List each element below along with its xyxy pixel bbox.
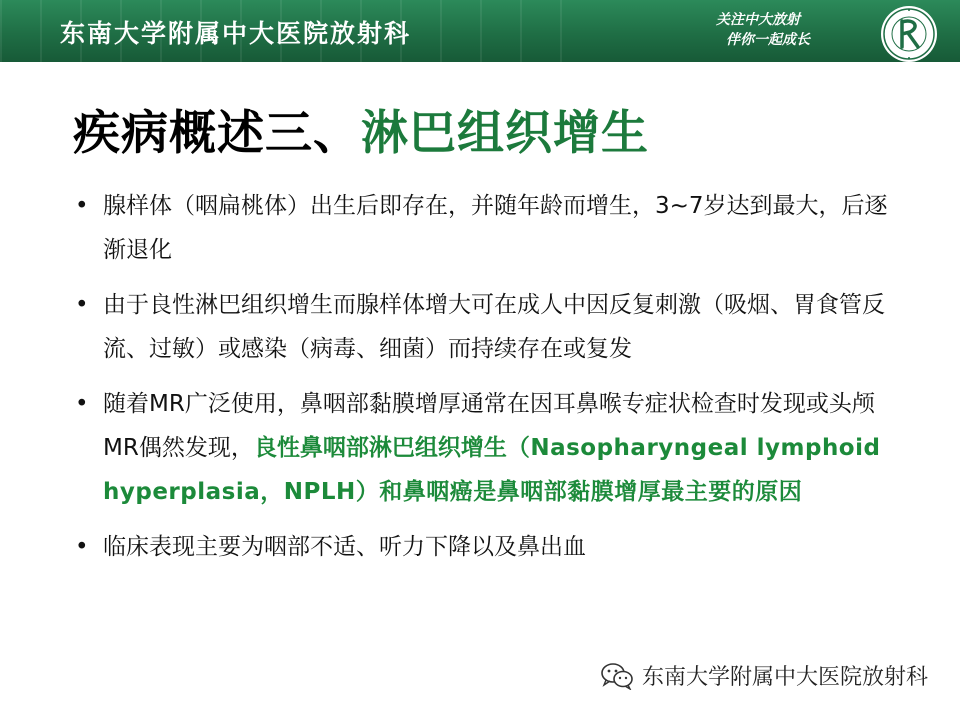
slide-title-prefix: 疾病概述三、 (73, 106, 361, 161)
bullet-list (72, 184, 902, 580)
bullet-item (72, 283, 902, 371)
header-title: 东南大学附属中大医院放射科 (60, 19, 412, 48)
bullet-dot: • (75, 534, 89, 560)
bullet-text: 随着MR广泛使用，鼻咽部黏膜增厚通常在因耳鼻喉专症状检查时发现或头颅MR偶然发现， (103, 391, 875, 461)
bullet-highlight-english: （Nasopharyngeal lymphoid hyperplasia，NPLH）和鼻咽癌是鼻咽部黏膜增厚最主要的原因 (103, 435, 881, 505)
bullet-highlight: 良性鼻咽部淋巴组织增生 (253, 435, 507, 461)
slogan-line-2: 伴你一起成长 (726, 32, 810, 48)
bullet-item (72, 382, 902, 514)
bullet-item (72, 525, 902, 569)
bullet-dot: • (75, 391, 89, 417)
bullet-text: 由于良性淋巴组织增生而腺样体增大可在成人中因反复刺激（吸烟、胃食管反流、过敏）或感染（病毒、细菌）而持续存在或复发 (103, 292, 885, 362)
wechat-icon (600, 662, 634, 690)
slogan-line-1: 关注中大放射 (716, 12, 800, 28)
watermark-text: 东南大学附属中大医院放射科 (641, 665, 928, 690)
bullet-text: 腺样体（咽扁桃体）出生后即存在，并随年龄而增生，3~7岁达到最大，后逐渐退化 (103, 193, 888, 263)
slide-title (73, 96, 649, 163)
header-banner (0, 0, 960, 62)
header-slogan (716, 10, 810, 50)
bullet-dot: • (75, 292, 89, 318)
bullet-text: 临床表现主要为咽部不适、听力下降以及鼻出血 (103, 534, 586, 560)
watermark (600, 660, 928, 691)
slide-title-topic: 淋巴组织增生 (361, 106, 649, 161)
bullet-item (72, 184, 902, 272)
bullet-dot: • (75, 193, 89, 219)
hospital-radiology-logo-icon (880, 5, 938, 62)
